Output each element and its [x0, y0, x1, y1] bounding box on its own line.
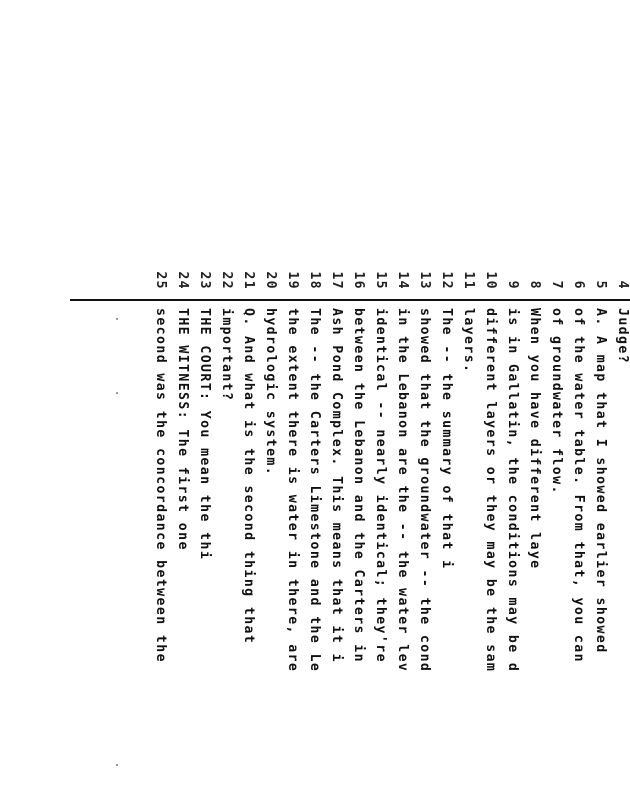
- line-text: of the water table. From that, you can: [571, 308, 586, 663]
- line-text: Judge?: [615, 308, 630, 365]
- line-number: 22: [219, 271, 234, 290]
- line-number: 9: [505, 280, 520, 290]
- line-text: of groundwater flow.: [549, 308, 564, 495]
- line-number: 14: [395, 271, 410, 290]
- line-text: THE COURT: You mean the thi: [197, 308, 212, 561]
- line-number: 13: [417, 271, 432, 290]
- scan-speck: [116, 764, 118, 766]
- line-text: Q. And what is the second thing that: [241, 308, 256, 645]
- line-text: hydrologic system.: [263, 308, 278, 477]
- line-number: 17: [329, 271, 344, 290]
- line-number: 19: [285, 271, 300, 290]
- line-number: 5: [593, 280, 608, 290]
- line-number: 20: [263, 271, 278, 290]
- margin-rule: [70, 299, 630, 301]
- line-text: the extent there is water in there, are: [285, 308, 300, 673]
- line-number: 8: [527, 280, 542, 290]
- line-number: 18: [307, 271, 322, 290]
- scan-speck: [116, 392, 118, 394]
- line-text: The -- the summary of that i: [439, 308, 454, 570]
- line-number: 12: [439, 271, 454, 290]
- line-text: between the Lebanon and the Carters in: [351, 308, 366, 663]
- line-text: second was the concordance between the: [153, 308, 168, 663]
- line-text: When you have different laye: [527, 308, 542, 570]
- line-number: 15: [373, 271, 388, 290]
- line-text: in the Lebanon are the -- the water lev: [395, 308, 410, 673]
- line-number: 21: [241, 271, 256, 290]
- line-number: 11: [461, 271, 476, 290]
- line-number: 10: [483, 271, 498, 290]
- line-text: important?: [219, 308, 234, 402]
- line-text: is in Gallatin, the conditions may be d: [505, 308, 520, 673]
- scan-speck: [116, 318, 118, 320]
- line-text: showed that the groundwater -- the cond: [417, 308, 432, 673]
- line-text: The -- the Carters Limestone and the Le: [307, 308, 322, 673]
- line-text: THE WITNESS: The first one: [175, 308, 190, 551]
- line-text: different layers or they may be the sam: [483, 308, 498, 673]
- line-text: layers.: [461, 308, 476, 374]
- line-text: A. A map that I showed earlier showed: [593, 308, 608, 654]
- line-number: 25: [153, 271, 168, 290]
- line-number: 7: [549, 280, 564, 290]
- transcript-page: [138, 268, 630, 808]
- line-text: Ash Pond Complex. This means that it i: [329, 308, 344, 663]
- line-number: 4: [615, 280, 630, 290]
- line-number: 23: [197, 271, 212, 290]
- line-number: 24: [175, 271, 190, 290]
- line-number: 6: [571, 280, 586, 290]
- line-text: identical -- nearly identical; they're: [373, 308, 388, 663]
- line-number: 16: [351, 271, 366, 290]
